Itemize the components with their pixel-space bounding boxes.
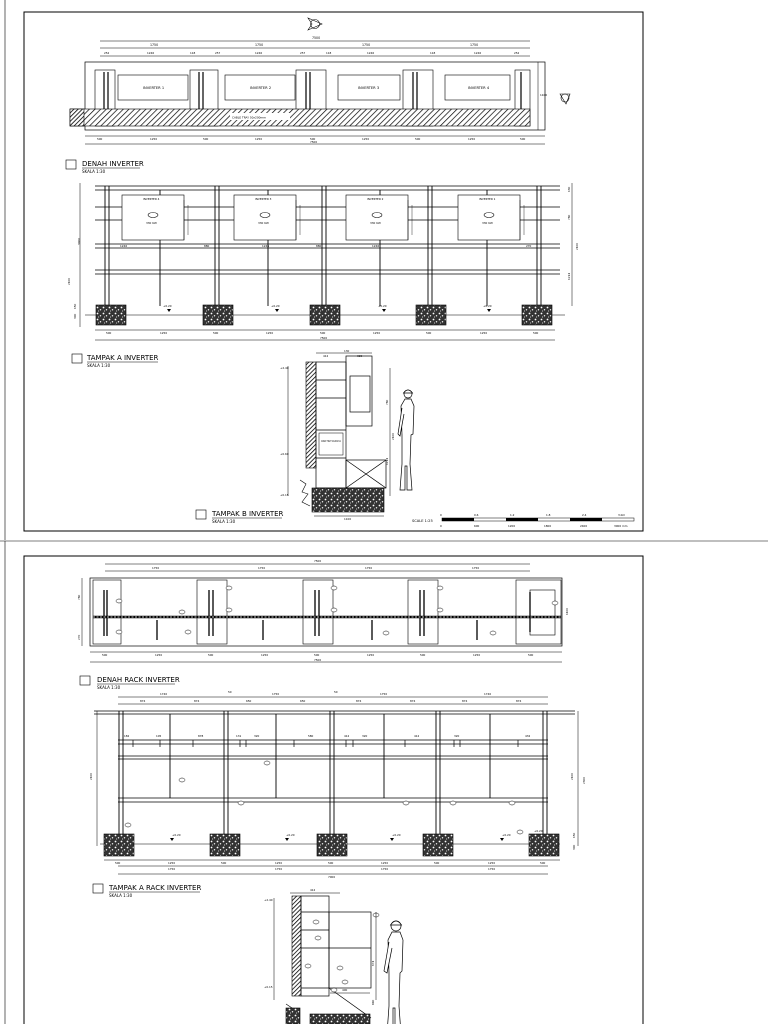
elev-a-inner-dim: 1246	[262, 244, 270, 248]
rack-elev-upper: 874	[194, 699, 200, 703]
rack-elev-mid: 131	[236, 734, 242, 738]
scale-tick: 3.0m	[618, 513, 626, 517]
plan-bottom-dim: 500	[310, 137, 316, 141]
rack-elev-top: 1740	[160, 692, 168, 696]
rack-plan-span: 1750	[152, 566, 160, 570]
elev-a-unit-name: INVERTER 3	[255, 197, 272, 201]
elev-b-top-dim: 320	[357, 354, 363, 358]
elev-b-bottom-dim: 1100	[344, 517, 352, 521]
elev-a-level: +0.20	[483, 304, 492, 308]
rack-elev-top: 1740	[484, 692, 492, 696]
plan-span-dim: 1750	[470, 43, 479, 47]
elev-a-level: +0.20	[378, 304, 387, 308]
elev-b-level: +0.15	[280, 493, 289, 497]
plan-bottom-dim: 500	[203, 137, 209, 141]
elev-a-bottom-dim: 500	[533, 331, 539, 335]
rack-elev-right: 2100	[570, 772, 574, 780]
rack-elev-b-side: 674	[371, 960, 375, 966]
rack-elev-bottom-total: 7000	[328, 875, 336, 879]
rack-elev-bottom: 1250	[168, 861, 176, 865]
plan-bottom-dim: 1250	[255, 137, 263, 141]
rack-elev-a-scale: SKALA 1:30	[109, 893, 133, 898]
plan-sub-dim: 118	[190, 51, 196, 55]
plan-bottom-dim: 1250	[468, 137, 476, 141]
rack-elev-mid: 432	[525, 734, 531, 738]
rack-elev-level: +0.20	[534, 829, 543, 833]
sheet-2	[5, 541, 643, 1024]
rack-elev-bottom: 1250	[381, 861, 389, 865]
elev-a-inner-dim: 880	[316, 244, 322, 248]
elev-b-top-dim: 412	[323, 354, 329, 358]
rack-elev-level: +0.20	[172, 833, 181, 837]
scale-subtick: 1200	[508, 524, 516, 528]
rack-elev-level: +0.20	[286, 833, 295, 837]
scale-tick: 0	[440, 513, 442, 517]
elev-a-right-dim: 1214	[567, 272, 571, 280]
elev-b-scale: SKALA 1:30	[212, 519, 236, 524]
rack-elev-mid: 320	[362, 734, 368, 738]
rack-plan-bottom: 1250	[473, 653, 481, 657]
rack-plan-side: 270	[77, 634, 81, 640]
elev-a-right-dim: 130	[567, 186, 571, 192]
elev-a-left-dim: 300	[73, 313, 77, 319]
plan-sub-dim: 1246	[147, 51, 155, 55]
plan-sub-dim: 252	[104, 51, 110, 55]
rack-elev-upper: 650	[246, 699, 252, 703]
elev-b-side-dim: 780	[385, 399, 389, 405]
plan-bottom-dim: 500	[97, 137, 103, 141]
rack-elev-upper: 874	[140, 699, 146, 703]
inverter-label: INVERTER 3	[358, 86, 380, 90]
rack-elev-bottom-mid: 1750	[168, 867, 176, 871]
plan-bottom-dim: 500	[520, 137, 526, 141]
rack-elev-right: 2300	[582, 776, 586, 784]
elev-b-title: TAMPAK B INVERTER	[212, 510, 284, 518]
elev-a-right-dim: 2100	[575, 242, 579, 250]
elev-a-inner-dim: 880	[204, 244, 210, 248]
elev-a-inner-dim: 1246	[372, 244, 380, 248]
rack-elev-a-title: TAMPAK A RACK INVERTER	[109, 884, 202, 892]
plan-span-dim: 1750	[255, 43, 264, 47]
rack-elev-bottom: 500	[328, 861, 334, 865]
rack-plan-side: 1100	[565, 607, 569, 615]
elev-a-level: +0.20	[163, 304, 172, 308]
elev-b-side-dim: 1214	[385, 457, 389, 465]
scale-subtick: 1800	[544, 524, 552, 528]
rack-elevation-b	[264, 888, 403, 1024]
rack-plan-span: 1750	[472, 566, 480, 570]
rack-elev-level: +0.20	[392, 833, 401, 837]
rack-elev-bottom: 1250	[275, 861, 283, 865]
plan-bottom-dim: 1250	[362, 137, 370, 141]
rack-elev-mid: 105	[156, 734, 162, 738]
rack-elev-mid: 320	[454, 734, 460, 738]
elev-b-level: +2.40	[280, 366, 289, 370]
elev-a-bottom-dim: 500	[426, 331, 432, 335]
rack-plan-total: 7500	[314, 559, 322, 563]
elev-a-level: +0.20	[271, 304, 280, 308]
rack-elev-left: 2100	[89, 772, 93, 780]
rack-elev-b-level: +2.40	[264, 898, 273, 902]
rack-person-scale-figure-icon	[384, 921, 403, 1024]
plan-sub-dim: 1246	[474, 51, 482, 55]
scale-bar	[412, 513, 634, 528]
elev-a-left-dim: 3000	[77, 237, 81, 245]
elev-a-bottom-dim: 500	[213, 331, 219, 335]
rack-plan-span: 1750	[365, 566, 373, 570]
elev-a-unit-cap: 330 KW	[146, 221, 157, 225]
inverter-elevation-b	[196, 349, 414, 524]
elev-a-inner-dim: 270	[526, 244, 532, 248]
rack-elev-mid: 580	[308, 734, 314, 738]
rack-plan-bottom: 500	[314, 653, 320, 657]
plan-total-dim: 7500	[312, 36, 321, 40]
scale-subtick: 0	[440, 524, 442, 528]
cable-tray-label: CABLE TRAY 50x200mm	[232, 115, 266, 120]
elev-a-bottom-dim: 1250	[266, 331, 274, 335]
elev-a-scale: SKALA 1:30	[87, 363, 111, 368]
rack-plan-bottom: 500	[102, 653, 108, 657]
rack-elev-bottom: 500	[540, 861, 546, 865]
rack-plan-bottom: 500	[528, 653, 534, 657]
rack-elev-bottom: 1250	[488, 861, 496, 865]
rack-plan-bottom-total: 7500	[314, 658, 322, 662]
rack-elev-level: +0.20	[502, 833, 511, 837]
elev-a-bottom-dim: 1250	[373, 331, 381, 335]
rack-plan-title: DENAH RACK INVERTER	[97, 676, 180, 684]
elev-a-unit-cap: 330 KW	[482, 221, 493, 225]
elev-a-bottom-dim: 1250	[480, 331, 488, 335]
rack-elev-upper: 874	[356, 699, 362, 703]
rack-plan-side: 780	[77, 594, 81, 600]
rack-elev-upper: 874	[516, 699, 522, 703]
rack-plan-bottom: 1250	[155, 653, 163, 657]
rack-elev-top: 1750	[272, 692, 280, 696]
rack-elev-top: 1750	[380, 692, 388, 696]
rack-elev-bottom: 500	[115, 861, 121, 865]
plan-bottom-total: 7500	[310, 140, 318, 144]
elev-a-title: TAMPAK A INVERTER	[87, 354, 159, 362]
rack-plan-bottom: 500	[420, 653, 426, 657]
rack-elev-right: 300	[572, 844, 576, 850]
plan-title: DENAH INVERTER	[82, 160, 144, 168]
elev-a-right-dim: 780	[567, 214, 571, 220]
scale-subtick: 3000 mm	[614, 524, 628, 528]
person-scale-figure-icon	[398, 390, 414, 490]
plan-sub-dim: 257	[300, 51, 306, 55]
rack-elev-b-bottom: 400	[342, 988, 348, 992]
elev-a-unit-name: INVERTER 4	[143, 197, 160, 201]
inverter-elevation-a	[67, 183, 579, 368]
cable-tray	[70, 109, 530, 126]
rack-plan-bottom: 1250	[367, 653, 375, 657]
elev-b-cable-tray	[319, 433, 343, 455]
elev-b-level: +0.60	[280, 452, 289, 456]
elev-a-bottom-dim: 500	[320, 331, 326, 335]
plan-span-dim: 1750	[362, 43, 371, 47]
rack-elev-mid: 878	[198, 734, 204, 738]
rack-elevation-a	[89, 690, 586, 898]
scale-subtick: 2400	[580, 524, 588, 528]
elev-b-cable-tray-label: CABLE TRAY 50x200mm	[321, 439, 342, 443]
rack-elev-mid: 412	[344, 734, 350, 738]
rack-plan-scale: SKALA 1:30	[97, 685, 121, 690]
scale-tick: 2.4	[582, 513, 587, 517]
inverter-label: INVERTER 2	[250, 86, 272, 90]
elev-a-bottom-total: 7500	[320, 336, 328, 340]
plan-sub-dim: 257	[215, 51, 221, 55]
plan-sub-dim: 1246	[255, 51, 263, 55]
scale-tick: 1.2	[510, 513, 515, 517]
elev-b-side-dim: 2100	[391, 432, 395, 440]
elev-a-left-dim: 2100	[67, 277, 71, 285]
plan-sub-dim: 252	[514, 51, 520, 55]
scale-tick: 0.6	[474, 513, 479, 517]
elev-b-top-dim: 130	[344, 349, 350, 353]
rack-elev-bottom: 500	[221, 861, 227, 865]
elev-a-bottom-dim: 1250	[160, 331, 168, 335]
plan-bottom-dim: 1250	[150, 137, 158, 141]
rack-plan	[77, 559, 569, 690]
rack-elev-b-side: 840	[371, 999, 375, 1005]
plan-side-dim: 1100	[540, 93, 548, 97]
rack-elev-upper: 874	[462, 699, 468, 703]
scale-tick: 1.8	[546, 513, 551, 517]
plan-bottom-dim: 500	[415, 137, 421, 141]
rack-elev-upper: 874	[410, 699, 416, 703]
elev-a-unit-cap: 330 KW	[258, 221, 269, 225]
inverter-plan	[66, 18, 570, 174]
scale-subtick: 600	[474, 524, 480, 528]
rack-elev-upper: 650	[300, 699, 306, 703]
rack-elev-gap: 50	[228, 690, 232, 694]
rack-plan-bottom: 1250	[261, 653, 269, 657]
elev-a-bottom-dim: 500	[106, 331, 112, 335]
plan-sub-dim: 1246	[367, 51, 375, 55]
rack-elev-bottom-mid: 1750	[275, 867, 283, 871]
elev-a-unit-cap: 330 KW	[370, 221, 381, 225]
rack-elev-bottom-mid: 1750	[488, 867, 496, 871]
rack-plan-bottom: 500	[208, 653, 214, 657]
inverter-label: INVERTER 1	[143, 86, 165, 90]
rack-elev-gap: 50	[334, 690, 338, 694]
rack-plan-span: 1750	[258, 566, 266, 570]
rack-elev-mid: 412	[414, 734, 420, 738]
rack-elev-bottom-mid: 1750	[381, 867, 389, 871]
rack-elev-bottom: 500	[434, 861, 440, 865]
inverter-label: INVERTER 4	[468, 86, 490, 90]
elev-a-unit-name: INVERTER 2	[367, 197, 384, 201]
rack-elev-b-top: 412	[310, 888, 316, 892]
rack-elev-b-level: +0.15	[264, 985, 273, 989]
plan-sub-dim: 118	[326, 51, 332, 55]
rack-elev-right: 150	[572, 832, 576, 838]
elev-a-inner-dim: 1246	[120, 244, 128, 248]
scale-bar-label: SCALE 1:25	[412, 519, 433, 523]
plan-scale: SKALA 1:30	[82, 169, 106, 174]
elev-a-left-dim: 150	[73, 303, 77, 309]
rack-elev-mid: 320	[254, 734, 260, 738]
plan-span-dim: 1750	[150, 43, 159, 47]
rack-elev-mid: 182	[124, 734, 130, 738]
plan-sub-dim: 118	[430, 51, 436, 55]
elev-a-unit-name: INVERTER 1	[479, 197, 496, 201]
